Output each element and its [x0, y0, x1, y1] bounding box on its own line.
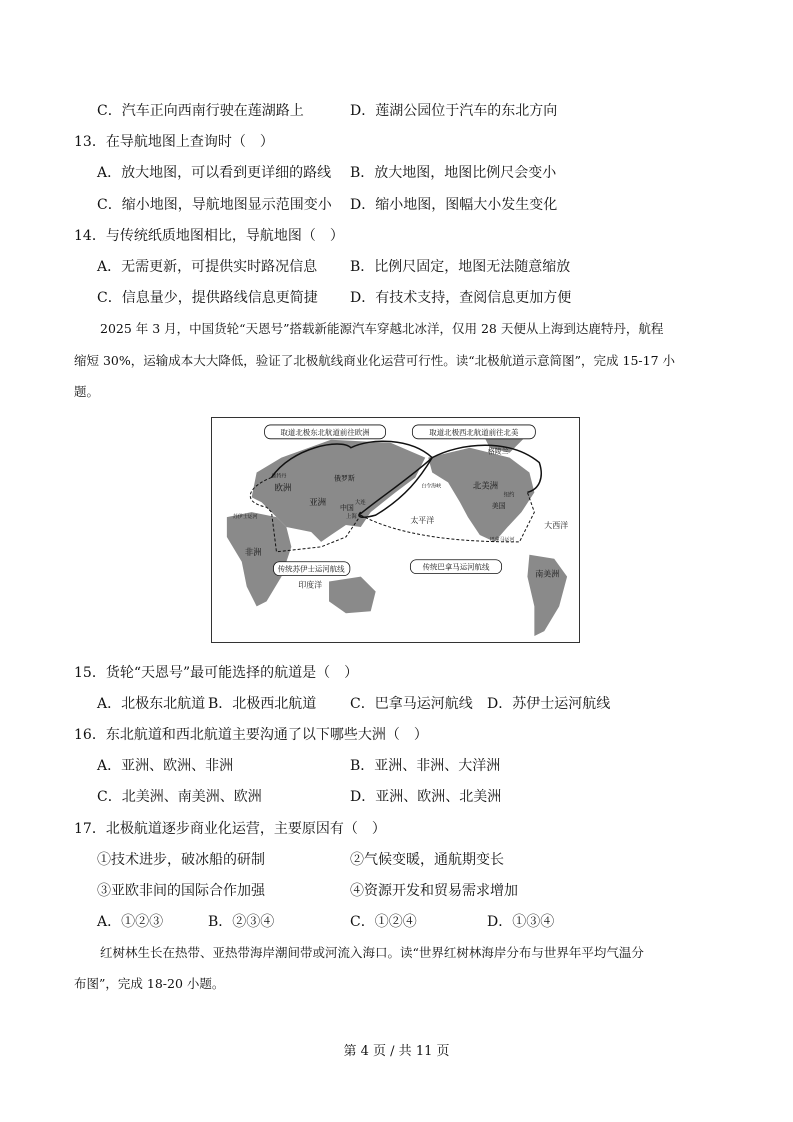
passage-line: 题。 [74, 384, 100, 399]
q13-option-c: C．缩小地图，导航地图显示范围变小 [97, 197, 332, 213]
label-indian-ocean: 印度洋 [298, 580, 323, 590]
label-asia: 亚洲 [309, 497, 327, 508]
route-ne-label: 取道北极东北航道前往欧洲 [280, 427, 370, 437]
q14-option-b: B．比例尺固定，地图无法随意缩放 [350, 259, 571, 275]
q13-option-a: A．放大地图，可以看到更详细的路线 [97, 165, 332, 181]
passage-line: 2025 年 3 月，中国货轮“天恩号”搭载新能源汽车穿越北冰洋，仅用 28 天便从上海到达鹿特丹，航程 [100, 321, 664, 336]
label-shanghai: 上海 [345, 514, 357, 521]
q13-option-b: B．放大地图，地图比例尺会变小 [350, 165, 557, 181]
passage-line: 布图”，完成 18-20 小题。 [74, 976, 225, 991]
arctic-route-map [211, 417, 580, 643]
label-south-america: 南美洲 [535, 569, 560, 579]
label-dalian: 大连 [354, 500, 366, 507]
label-suez: 苏伊士运河 [232, 514, 258, 521]
label-china: 中国 [339, 504, 354, 513]
label-usa: 美国 [491, 502, 506, 511]
q16-stem: 16．东北航道和西北航道主要沟通了以下哪些大洲（ ） [74, 727, 428, 743]
q14-option-a: A．无需更新，可提供实时路况信息 [97, 259, 318, 275]
q17-option-a: A．①②③ [97, 914, 164, 930]
q17-stem: 17．北极航道逐步商业化运营，主要原因有（ ） [74, 821, 386, 837]
q12-option-c: C．汽车正向西南行驶在莲湖路上 [97, 103, 304, 119]
q14-option-c: C．信息量少，提供路线信息更简捷 [97, 290, 318, 306]
route-panama-label: 传统巴拿马运河航线 [422, 562, 490, 572]
q16-option-d: D．亚洲、欧洲、北美洲 [350, 789, 502, 805]
q15-option-a: A．北极东北航道 [97, 696, 206, 712]
q17-statement-4: ④资源开发和贸易需求增加 [350, 883, 518, 899]
route-suez-label: 传统苏伊士运河航线 [277, 564, 345, 574]
q15-option-d: D．苏伊士运河航线 [487, 696, 611, 712]
label-new-york: 纽约 [503, 492, 515, 499]
page-footer: 第 4 页 / 共 11 页 [343, 1044, 450, 1059]
q17-option-c: C．①②④ [350, 914, 417, 930]
q13-stem: 13．在导航地图上查询时（ ） [74, 134, 274, 150]
label-panama: 巴拿马运河 [489, 536, 515, 543]
q17-statement-3: ③亚欧非间的国际合作加强 [97, 883, 265, 899]
q17-option-d: D．①③④ [487, 914, 555, 930]
q14-stem: 14．与传统纸质地图相比，导航地图（ ） [74, 228, 344, 244]
label-north-america: 北美洲 [472, 480, 499, 491]
q16-option-a: A．亚洲、欧洲、非洲 [97, 758, 234, 774]
q17-statement-1: ①技术进步，破冰船的研制 [97, 852, 265, 868]
label-pacific: 太平洋 [410, 516, 435, 526]
label-europe: 欧洲 [274, 482, 292, 493]
continents [227, 426, 567, 636]
label-bering: 白令海峡 [421, 483, 442, 490]
q12-option-d: D．莲湖公园位于汽车的东北方向 [350, 103, 558, 119]
q13-option-d: D．缩小地图，图幅大小发生变化 [350, 197, 558, 213]
label-africa: 非洲 [244, 546, 262, 557]
q15-stem: 15．货轮“天恩号”最可能选择的航道是（ ） [74, 665, 359, 681]
q17-statement-2: ②气候变暖，通航期变长 [350, 852, 504, 868]
q17-option-b: B．②③④ [208, 914, 275, 930]
passage-line: 缩短 30%，运输成本大大降低，验证了北极航线商业化运营可行性。读“北极航道示意简图”，完成 15-17 小 [74, 353, 676, 368]
label-atlantic: 大西洋 [544, 521, 569, 531]
q15-option-c: C．巴拿马运河航线 [350, 696, 473, 712]
q15-option-b: B．北极西北航道 [208, 696, 317, 712]
label-greenland: 格陵兰 [487, 447, 509, 456]
label-russia: 俄罗斯 [334, 474, 355, 483]
passage-line: 红树林生长在热带、亚热带海岸潮间带或河流入海口。读“世界红树林海岸分布与世界年平均气温分 [100, 945, 644, 960]
label-rotterdam: 鹿特丹 [271, 473, 287, 480]
route-nw-label: 取道北极西北航道前往北美 [429, 427, 519, 437]
q16-option-c: C．北美洲、南美洲、欧洲 [97, 789, 262, 805]
q16-option-b: B．亚洲、非洲、大洋洲 [350, 758, 501, 774]
q14-option-d: D．有技术支持，查阅信息更加方便 [350, 290, 572, 306]
